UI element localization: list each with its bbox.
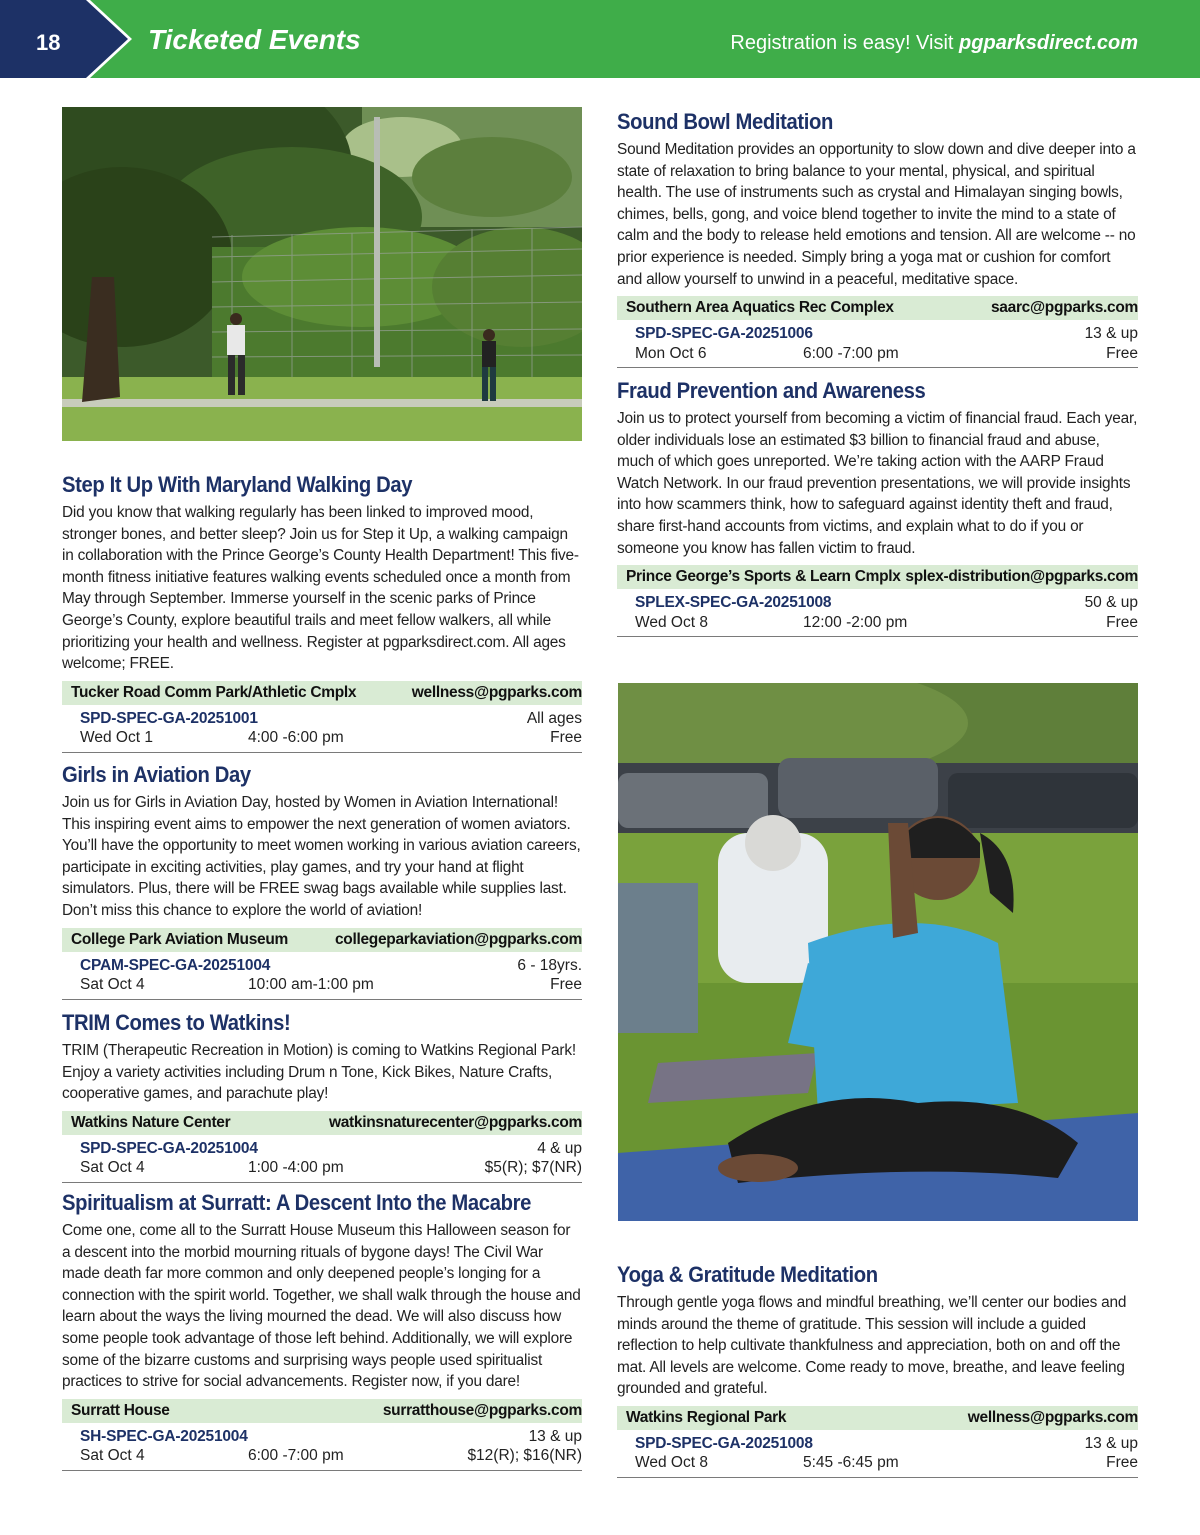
event-location: Southern Area Aquatics Rec Complex [626, 299, 894, 317]
event-details [617, 589, 1138, 637]
event-details [62, 705, 582, 753]
event-time: 5:45 -6:45 pm [803, 1454, 899, 1472]
event-price: $12(R); $16(NR) [467, 1447, 582, 1465]
event-code: SPD-SPEC-GA-20251004 [80, 1139, 258, 1157]
event-code: SPD-SPEC-GA-20251008 [635, 1434, 813, 1452]
event-time: 10:00 am-1:00 pm [248, 976, 374, 994]
event-email[interactable]: saarc@pgparks.com [990, 299, 1138, 317]
event-day: Sat Oct 4 [80, 1447, 145, 1465]
event-day: Wed Oct 1 [80, 729, 153, 747]
event-title: Fraud Prevention and Awareness [617, 378, 926, 403]
event-description: Come one, come all to the Surratt House Museum this Halloween season for a descent into the morbid mourning rituals of bygone days! The Civil War made death far more common and only deepened people’s longing for a connection with the spirit world. Together, we shall walk through the house and learn about the ways the living mourned the dead. We will also discuss how some people took advantage of those left behind. Additionally, we will explore some of the bizarre customs and surprising ways people used spiritualist practices to strive for social advancements. Register now, if you dare! [62, 1222, 581, 1391]
registration-text: Registration is easy! Visit [730, 32, 960, 54]
registration-note [730, 32, 1138, 55]
event-girls-in-aviation [62, 761, 582, 1000]
event-age: 4 & up [537, 1139, 582, 1157]
event-description: Join us to protect yourself from becoming a victim of financial fraud. Each year, older individuals lose an estimated $3 billion to financial fraud and abuse, much of which goes unreported. We’re taking action with the AARP Fraud Watch Network. In our fraud prevention presentations, we will provide insights into how scammers think, how to safeguard against identity theft and fraud, share first-hand accounts from victims, and explain what to do if you or someone you know has fallen victim to fraud. [617, 410, 1138, 557]
yoga-photo [618, 683, 1138, 1221]
event-details [617, 1430, 1138, 1478]
event-age: 13 & up [1084, 1434, 1138, 1452]
event-price: Free [550, 729, 582, 747]
event-step-it-up [62, 471, 582, 753]
event-code: SH-SPEC-GA-20251004 [80, 1427, 248, 1445]
event-day: Wed Oct 8 [635, 613, 708, 631]
event-location-bar [62, 1111, 582, 1135]
event-time: 6:00 -7:00 pm [803, 344, 899, 362]
page-number: 18 [36, 30, 61, 55]
event-age: 6 - 18yrs. [517, 956, 582, 974]
event-title: Girls in Aviation Day [62, 762, 251, 787]
event-location-bar [617, 296, 1138, 320]
header-page-tab [0, 0, 128, 78]
event-location: College Park Aviation Museum [71, 930, 288, 948]
event-details [617, 320, 1138, 368]
event-day: Wed Oct 8 [635, 1454, 708, 1472]
event-price: Free [550, 976, 582, 994]
event-day: Sat Oct 4 [80, 976, 145, 994]
event-trim-watkins [62, 1009, 582, 1183]
event-description: Did you know that walking regularly has been linked to improved mood, stronger bones, and better sleep? Join us for Step it Up, a walking campaign in collaboration with the Prince George’s County Health Department! This five-month fitness initiative features walking events scheduled once a month from May through September. Immerse yourself in the scenic parks of Prince George’s County, explore beautiful trails and meet fellow walkers, all while prioritizing your health and wellness. Register at pgparksdirect.com. All ages welcome; FREE. [62, 504, 579, 673]
event-title: Yoga & Gratitude Meditation [617, 1262, 878, 1287]
event-time: 12:00 -2:00 pm [803, 613, 908, 631]
event-details [62, 1423, 582, 1471]
event-age: 13 & up [528, 1427, 582, 1445]
event-location: Watkins Regional Park [626, 1408, 787, 1426]
registration-link[interactable]: pgparksdirect.com [959, 32, 1138, 54]
event-time: 6:00 -7:00 pm [248, 1447, 344, 1465]
event-time: 4:00 -6:00 pm [248, 729, 344, 747]
event-age: 13 & up [1084, 325, 1138, 343]
event-price: Free [1106, 1454, 1138, 1472]
event-time: 1:00 -4:00 pm [248, 1159, 344, 1177]
event-price: $5(R); $7(NR) [484, 1159, 582, 1177]
event-details [62, 1135, 582, 1183]
page-header [0, 0, 1200, 78]
event-price: Free [1106, 344, 1138, 362]
event-location: Surratt House [71, 1401, 170, 1419]
event-location-bar [62, 1399, 582, 1423]
event-details [62, 952, 582, 1000]
event-location-bar [62, 681, 582, 705]
event-email[interactable]: wellness@pgparks.com [967, 1408, 1138, 1426]
event-description: TRIM (Therapeutic Recreation in Motion) is coming to Watkins Regional Park! Enjoy a variety activities including Drum n Tone, Kick Bikes, Nature Crafts, cooperative games, and parachute play! [62, 1042, 576, 1103]
event-spiritualism-surratt [62, 1189, 582, 1471]
event-location-bar [617, 1406, 1138, 1430]
event-title: TRIM Comes to Watkins! [62, 1010, 291, 1035]
event-title: Spiritualism at Surratt: A Descent Into the Macabre [62, 1190, 531, 1215]
event-title: Sound Bowl Meditation [617, 109, 834, 134]
event-description: Join us for Girls in Aviation Day, hosted by Women in Aviation International! This inspiring event aims to empower the next generation of women aviators. You’ll have the opportunity to meet women working in various aviation careers, participate in exciting activities, play games, and try your hand at flight simulators. Plus, there will be FREE swag bags available while supplies last. Don’t miss this chance to explore the world of aviation! [62, 794, 581, 919]
walking-photo [62, 107, 582, 441]
event-description: Through gentle yoga flows and mindful breathing, we’ll center our bodies and minds around the theme of gratitude. This session will include a guided reflection to help cultivate thankfulness and appreciation, both on and off the mat. All levels are welcome. Come ready to move, breathe, and leave feeling grounded and grateful. [617, 1294, 1127, 1398]
event-day: Mon Oct 6 [635, 344, 707, 362]
event-fraud-prevention [617, 377, 1138, 637]
event-code: SPD-SPEC-GA-20251006 [635, 325, 813, 343]
event-title: Step It Up With Maryland Walking Day [62, 472, 413, 497]
event-price: Free [1106, 613, 1138, 631]
event-email[interactable]: splex-distribution@pgparks.com [905, 568, 1138, 586]
event-email[interactable]: wellness@pgparks.com [411, 683, 582, 701]
event-location: Tucker Road Comm Park/Athletic Cmplx [71, 683, 357, 701]
section-title: Ticketed Events [148, 24, 361, 55]
event-email[interactable]: watkinsnaturecenter@pgparks.com [328, 1113, 582, 1131]
event-sound-bowl [617, 108, 1138, 368]
event-code: CPAM-SPEC-GA-20251004 [80, 956, 271, 974]
event-description: Sound Meditation provides an opportunity to slow down and dive deeper into a state of relaxation to bring balance to your mental, physical, and spiritual health. The use of instruments such as crystal and Himalayan singing bowls, chimes, bells, gong, and voice blend together to invite the mind to a state of calm and the body to release held emotions and tension. All are welcome -- no prior experience is needed. Simply bring a yoga mat or cushion for comfort and allow yourself to unwind in a peaceful, meditative space. [617, 141, 1136, 288]
event-yoga-gratitude [617, 1261, 1138, 1478]
event-code: SPD-SPEC-GA-20251001 [80, 709, 258, 727]
event-location: Prince George’s Sports & Learn Cmplx [626, 568, 901, 586]
event-location: Watkins Nature Center [71, 1113, 231, 1131]
event-email[interactable]: surratthouse@pgparks.com [382, 1401, 582, 1419]
event-location-bar [617, 565, 1138, 589]
event-code: SPLEX-SPEC-GA-20251008 [635, 594, 832, 612]
event-day: Sat Oct 4 [80, 1159, 145, 1177]
event-location-bar [62, 928, 582, 952]
event-email[interactable]: collegeparkaviation@pgparks.com [334, 930, 582, 948]
event-age: All ages [526, 709, 582, 727]
event-age: 50 & up [1084, 594, 1138, 612]
